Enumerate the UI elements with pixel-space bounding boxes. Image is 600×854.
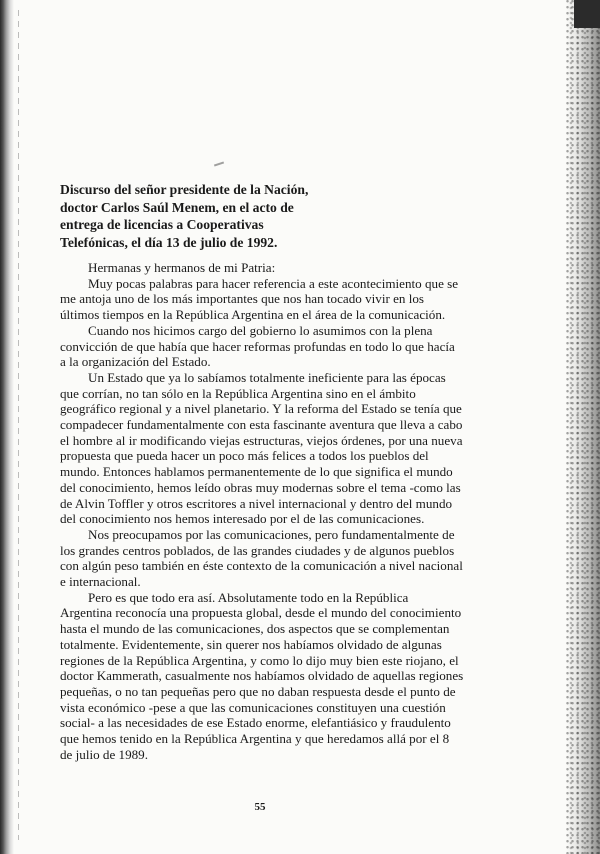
- left-binding-edge: [0, 0, 14, 854]
- body-line: con algún peso también en éste contexto de la comunicación a nivel nacional: [60, 558, 463, 574]
- body-line: Argentina reconocía una propuesta global, desde el mundo del conocimiento: [60, 605, 462, 621]
- body-line: e internacional.: [60, 574, 141, 590]
- body-line: regiones de la República Argentina, y como lo dijo muy bien este riojano, el: [60, 652, 459, 668]
- body-line: del conocimiento nos hemos interesado por el de las comunicaciones.: [60, 511, 425, 527]
- body-line: geográfico regional y a nivel planetario. Y la reforma del Estado se tenía que: [60, 401, 462, 417]
- body-line: Hermanas y hermanos de mi Patria:: [88, 260, 276, 275]
- heading-line: Telefónicas, el día 13 de julio de 1992.: [60, 234, 278, 250]
- body-line: los grandes centros poblados, de las grandes ciudades y de algunos pueblos: [60, 542, 455, 558]
- body-line: convicción de que había que hacer reformas profundas en todo lo que hacía: [60, 338, 455, 354]
- top-right-scan-shadow: [574, 0, 600, 28]
- body-line: Nos preocupamos por las comunicaciones, pero fundamentalmente de: [88, 526, 455, 542]
- body-line: Muy pocas palabras para hacer referencia a este acontecimiento que se: [88, 275, 459, 291]
- body-line: el hombre al ir modificando viejas estructuras, viejos órdenes, por una nueva: [60, 432, 463, 448]
- body-line: social- a las necesidades de ese Estado enorme, elefantiásico y fraudulento: [60, 715, 451, 731]
- left-margin-scan-artifact: [18, 10, 19, 840]
- body-line: pequeñas, o no tan pequeñas pero que no daban respuesta desde el punto de: [60, 683, 456, 699]
- speech-heading: [60, 181, 360, 251]
- heading-line: Discurso del señor presidente de la Nación,: [60, 182, 309, 197]
- body-line: mundo. Entonces hablamos permanentemente de lo que significa el mundo: [60, 464, 453, 480]
- speech-body: [60, 260, 512, 763]
- body-line: propuesta que pueda hacer un poco más felices a todos los pueblos del: [60, 448, 429, 464]
- body-line: doctor Kammerath, casualmente nos habíamos olvidado de aquellas regiones: [60, 668, 464, 684]
- body-line: Un Estado que ya lo sabíamos totalmente ineficiente para las épocas: [88, 369, 446, 385]
- body-line: hasta el mundo de las comunicaciones, dos aspectos que se complementan: [60, 621, 450, 637]
- body-line: Cuando nos hicimos cargo del gobierno lo asumimos con la plena: [88, 322, 433, 338]
- body-line: que hemos tenido en la República Argentina y que heredamos allá por el 8: [60, 731, 450, 747]
- body-line: de Alvin Toffler y otros escritores a nivel internacional y dentro del mundo: [60, 495, 453, 511]
- body-line: de julio de 1989.: [60, 746, 149, 762]
- body-line: últimos tiempos en la República Argentina en el área de la comunicación.: [60, 307, 446, 323]
- body-line: me antoja uno de los más importantes que nos han tocado vivir en los: [60, 291, 425, 307]
- body-line: Pero es que todo era así. Absolutamente todo en la República: [88, 589, 409, 605]
- body-line: compadecer fundamentalmente con esta fascinante aventura que lleva a cabo: [60, 417, 463, 433]
- body-line: que corrían, no tan sólo en la República Argentina sino en el ámbito: [60, 385, 416, 401]
- body-line: vista económico -pese a que las comunicaciones constituyen una cuestión: [60, 699, 446, 715]
- body-line: a la organización del Estado.: [60, 354, 211, 370]
- page-number: 55: [254, 801, 266, 813]
- body-line: del conocimiento, hemos leído obras muy modernas sobre el tema -como las: [60, 479, 461, 495]
- stray-ink-mark: [214, 162, 224, 167]
- heading-line: entrega de licencias a Cooperativas: [60, 217, 264, 232]
- right-scan-edge: [566, 0, 600, 854]
- heading-line: doctor Carlos Saúl Menem, en el acto de: [60, 199, 294, 215]
- body-line: totalmente. Evidentemente, sin querer nos habíamos olvidado de algunas: [60, 636, 442, 652]
